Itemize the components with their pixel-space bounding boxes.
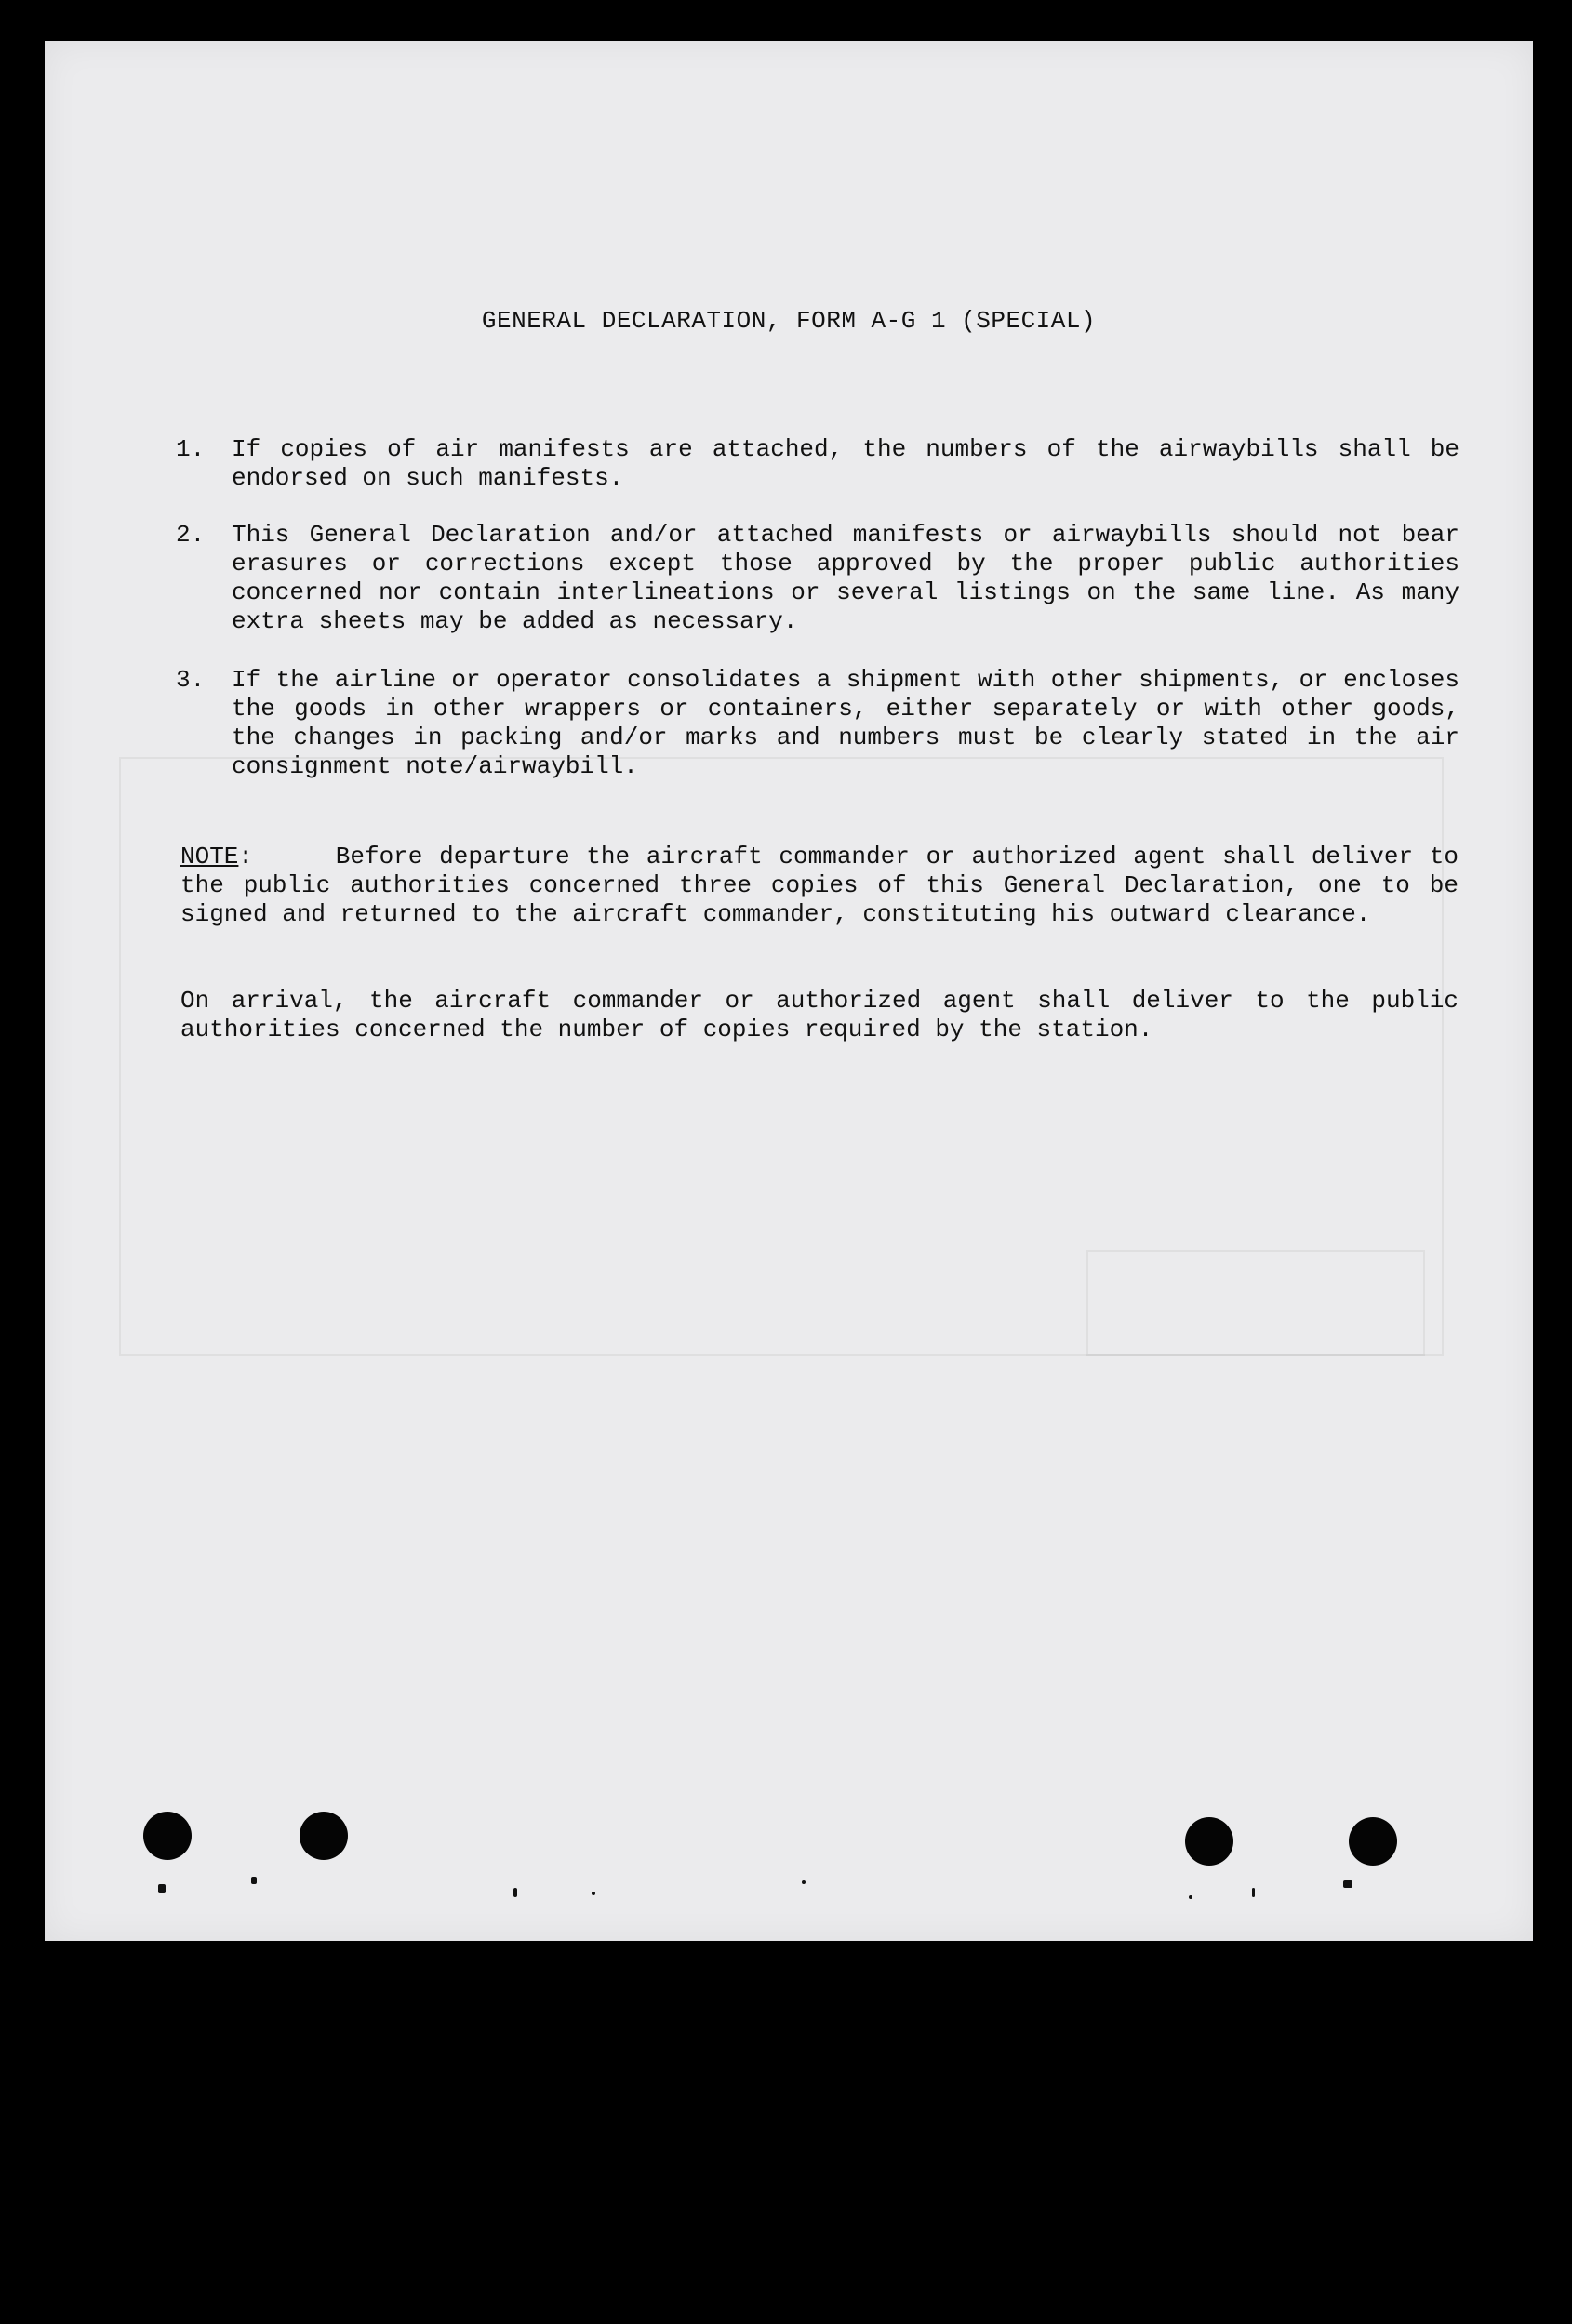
note-colon: : — [238, 843, 254, 870]
speck — [513, 1888, 517, 1897]
speck — [592, 1892, 595, 1895]
punch-hole — [143, 1812, 192, 1860]
speck — [158, 1884, 166, 1893]
punch-hole — [1349, 1817, 1397, 1866]
bleed-through-box — [1086, 1250, 1425, 1356]
speck — [1343, 1880, 1352, 1888]
speck — [1252, 1888, 1255, 1897]
list-item-3 — [176, 666, 1459, 781]
note-text: Before departure the aircraft commander or authorized agent shall deliver to the public authorities concerned three copies of this General Declaration, one to be signed and returned to the aircraft commander, constituting his outward clearance. — [180, 843, 1459, 928]
list-item-text: If the airline or operator consolidates a shipment with other shipments, or encloses the goods in other wrappers or containers, either separately or with other goods, the changes in packing and/or marks and numbers must be clearly stated in the air consignment note/airwaybill. — [232, 666, 1459, 780]
document-title: GENERAL DECLARATION, FORM A-G 1 (SPECIAL) — [481, 307, 1097, 335]
list-item-number: 3. — [176, 666, 206, 694]
list-item-1 — [176, 435, 1459, 493]
list-item-number: 2. — [176, 521, 206, 549]
note-label: NOTE — [180, 843, 239, 870]
list-item-number: 1. — [176, 435, 206, 463]
list-item-text: This General Declaration and/or attached manifests or airwaybills should not bear erasures or corrections except those approved by the proper public authorities concerned nor contain interlineations or several listings on the same line. As many extra sheets may be added as necessary. — [232, 521, 1459, 635]
list-item-text: If copies of air manifests are attached, the numbers of the airwaybills shall be endorsed on such manifests. — [232, 435, 1459, 492]
speck — [251, 1877, 257, 1884]
arrival-paragraph — [180, 987, 1459, 1044]
punch-hole — [1185, 1817, 1233, 1866]
document-page — [45, 41, 1533, 1941]
list-item-2 — [176, 521, 1459, 636]
punch-hole — [300, 1812, 348, 1860]
speck — [1189, 1895, 1192, 1899]
arrival-text: On arrival, the aircraft commander or authorized agent shall deliver to the public authorities concerned the number of copies required by the station. — [180, 987, 1459, 1043]
speck — [802, 1880, 806, 1884]
note-paragraph — [180, 843, 1459, 929]
